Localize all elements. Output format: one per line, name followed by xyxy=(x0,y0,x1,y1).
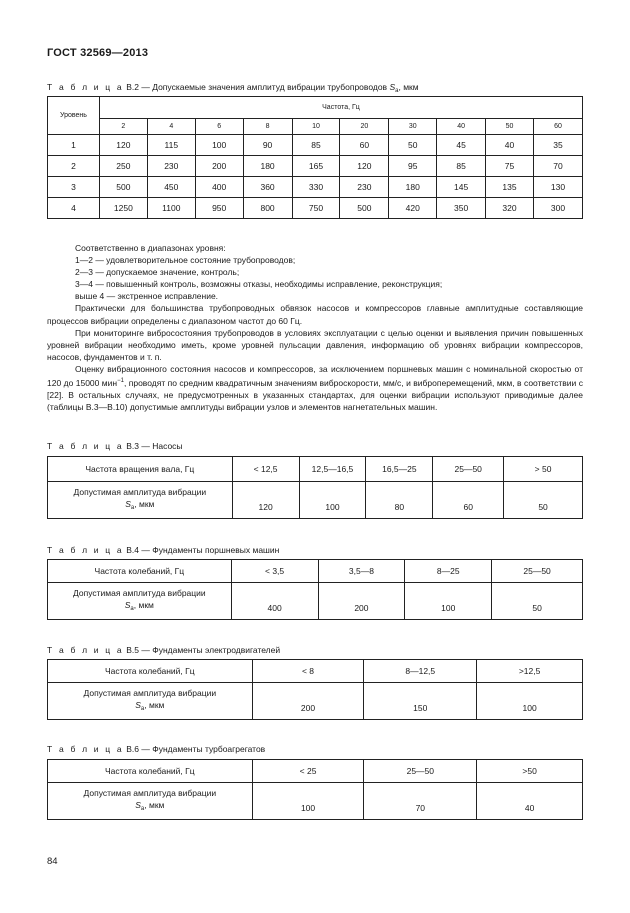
row-label-subscript: а xyxy=(140,806,145,812)
value-cell: 400 xyxy=(231,583,318,620)
table-row xyxy=(48,783,583,820)
value-cell: 120 xyxy=(99,135,147,156)
column-header-cell: 8—25 xyxy=(405,560,492,583)
value-cell: 70 xyxy=(364,783,477,820)
value-cell: 50 xyxy=(389,135,437,156)
paragraph: При мониторинге вибросостояния трубопроводов в условиях эксплуатации с целью оценки и выявления причин повышенных уровней вибрации необходимо иметь, кроме уровней пульсации давления, информацию об уровнях вибрации компрессоров, насосов, фундаментов и т. п. xyxy=(47,327,583,362)
header-label-cell: Частота колебаний, Гц xyxy=(48,660,253,683)
row-label-cell xyxy=(48,783,253,820)
value-cell: 40 xyxy=(486,135,534,156)
caption-text: В.2 — Допускаемые значения амплитуд вибрации трубопроводов xyxy=(126,82,388,92)
value-cell: 1100 xyxy=(147,198,195,219)
row-label-symbol: S xyxy=(135,700,141,710)
table-header-row xyxy=(48,760,583,783)
column-header-cell: 16,5—25 xyxy=(366,457,433,482)
row-label-cell xyxy=(48,482,233,519)
superscript: −1 xyxy=(117,378,124,385)
frequency-header-cell: 4 xyxy=(147,119,195,135)
header-label-cell: Частота вращения вала, Гц xyxy=(48,457,233,482)
caption-symbol: S xyxy=(389,82,396,92)
value-cell: 100 xyxy=(477,683,583,720)
level-cell: 1 xyxy=(48,135,100,156)
table-row xyxy=(48,583,583,620)
column-header-cell: 25—50 xyxy=(433,457,504,482)
value-cell: 60 xyxy=(433,482,504,519)
row-header-level: Уровень xyxy=(48,97,100,135)
column-header-cell: > 50 xyxy=(504,457,583,482)
value-cell: 1250 xyxy=(99,198,147,219)
table-b4 xyxy=(47,559,583,620)
value-cell: 100 xyxy=(405,583,492,620)
column-header-cell: 25—50 xyxy=(492,560,583,583)
caption-label: Т а б л и ц а xyxy=(47,645,124,655)
paragraph-part: , проводят по средним квадратичным значениям виброскорости, мм/с, и виброперемещений, мкм, в соответствии с [22]. В остальных случаях, не предусмотренных в указанных стандартах, для оценки вибрации используют приводимые далее (таблицы В.3—В.10) допустимые амплитуды вибрации узлов и элементов нагнетательных машин. xyxy=(47,378,583,413)
row-label-unit: , мкм xyxy=(144,700,165,710)
value-cell: 200 xyxy=(252,683,364,720)
value-cell: 80 xyxy=(366,482,433,519)
row-label-unit: , мкм xyxy=(133,600,154,610)
value-cell: 950 xyxy=(195,198,243,219)
frequency-header-cell: 10 xyxy=(292,119,340,135)
column-header-cell: < 8 xyxy=(252,660,364,683)
caption-text: В.6 — Фундаменты турбоагрегатов xyxy=(126,744,266,754)
column-header-cell: 12,5—16,5 xyxy=(299,457,366,482)
caption-text: В.5 — Фундаменты электродвигателей xyxy=(126,645,281,655)
column-header-cell: 8—12,5 xyxy=(364,660,477,683)
value-cell: 75 xyxy=(486,156,534,177)
row-label-symbol: S xyxy=(135,800,141,810)
value-cell: 45 xyxy=(437,135,486,156)
table-b6-caption xyxy=(47,744,265,754)
header-label-cell: Частота колебаний, Гц xyxy=(48,760,253,783)
frequency-header-cell: 6 xyxy=(195,119,243,135)
list-item: 2—3 — допускаемое значение, контроль; xyxy=(75,267,240,278)
body-text xyxy=(47,242,583,413)
value-cell: 95 xyxy=(389,156,437,177)
column-header-cell: >50 xyxy=(477,760,583,783)
paragraph-part: Оценку вибрационного состояния насосов и компрессоров, за исключением поршневых машин с номинальной скоростью от 120 до 15000 мин xyxy=(47,363,583,389)
value-cell: 500 xyxy=(340,198,389,219)
value-cell: 100 xyxy=(195,135,243,156)
paragraph xyxy=(47,363,583,413)
value-cell: 800 xyxy=(243,198,292,219)
frequency-header-cell: 60 xyxy=(533,119,582,135)
intro-line: Соответственно в диапазонах уровня: xyxy=(75,243,226,253)
table-b5 xyxy=(47,659,583,720)
frequency-header-cell: 40 xyxy=(437,119,486,135)
caption-label: Т а б л и ц а xyxy=(47,441,124,451)
caption-label: Т а б л и ц а xyxy=(47,744,124,754)
page-number: 84 xyxy=(47,856,58,867)
table-b2-caption xyxy=(47,82,419,94)
table-b6 xyxy=(47,759,583,820)
value-cell: 180 xyxy=(243,156,292,177)
value-cell: 200 xyxy=(318,583,405,620)
value-cell: 750 xyxy=(292,198,340,219)
row-label-symbol: S xyxy=(125,499,131,509)
value-cell: 100 xyxy=(299,482,366,519)
value-cell: 135 xyxy=(486,177,534,198)
value-cell: 360 xyxy=(243,177,292,198)
row-label-cell xyxy=(48,683,253,720)
caption-text: В.4 — Фундаменты поршневых машин xyxy=(126,545,280,555)
value-cell: 100 xyxy=(252,783,364,820)
level-cell: 2 xyxy=(48,156,100,177)
value-cell: 70 xyxy=(533,156,582,177)
row-label-text: Допустимая амплитуда вибрации xyxy=(73,487,207,497)
list-item: выше 4 — экстренное исправление. xyxy=(75,291,219,302)
value-cell: 180 xyxy=(389,177,437,198)
table-b3-caption xyxy=(47,441,183,451)
value-cell: 85 xyxy=(437,156,486,177)
value-cell: 90 xyxy=(243,135,292,156)
table-row xyxy=(48,198,583,219)
table-header-row xyxy=(48,660,583,683)
level-cell: 4 xyxy=(48,198,100,219)
row-label-symbol: S xyxy=(124,600,131,610)
frequency-header-cell: 50 xyxy=(486,119,534,135)
value-cell: 40 xyxy=(477,783,583,820)
list-item: 1—2 — удовлетворительное состояние трубопроводов; xyxy=(75,255,296,266)
table-b3 xyxy=(47,456,583,519)
row-label-subscript: а xyxy=(130,505,135,511)
value-cell: 230 xyxy=(340,177,389,198)
caption-label: Т а б л и ц а xyxy=(47,545,124,555)
value-cell: 350 xyxy=(437,198,486,219)
row-label-cell xyxy=(48,583,232,620)
level-cell: 3 xyxy=(48,177,100,198)
value-cell: 250 xyxy=(99,156,147,177)
value-cell: 50 xyxy=(504,482,583,519)
column-header-cell: < 12,5 xyxy=(232,457,299,482)
column-header-cell: < 25 xyxy=(252,760,364,783)
table-row xyxy=(48,177,583,198)
frequency-header-cell: 8 xyxy=(243,119,292,135)
row-label-text: Допустимая амплитуда вибрации xyxy=(83,688,217,698)
row-label-text: Допустимая амплитуда вибрации xyxy=(83,788,217,798)
value-cell: 115 xyxy=(147,135,195,156)
value-cell: 200 xyxy=(195,156,243,177)
value-cell: 120 xyxy=(340,156,389,177)
caption-unit: , мкм xyxy=(398,82,419,92)
table-b5-caption xyxy=(47,645,280,655)
column-header-cell: 25—50 xyxy=(364,760,477,783)
row-label-subscript: а xyxy=(140,706,145,712)
frequency-header-cell: 2 xyxy=(99,119,147,135)
table-row xyxy=(48,156,583,177)
column-header-cell: >12,5 xyxy=(477,660,583,683)
value-cell: 35 xyxy=(533,135,582,156)
header-label-cell: Частота колебаний, Гц xyxy=(48,560,232,583)
caption-label: Т а б л и ц а xyxy=(47,82,124,92)
value-cell: 330 xyxy=(292,177,340,198)
table-row xyxy=(48,683,583,720)
value-cell: 120 xyxy=(232,482,299,519)
value-cell: 400 xyxy=(195,177,243,198)
group-header-frequency: Частота, Гц xyxy=(99,97,582,119)
paragraph: Практически для большинства трубопроводных обвязок насосов и компрессоров главные амплитудные составляющие процессов вибрации определены с диапазоном частот до 60 Гц. xyxy=(47,303,583,326)
column-header-cell: < 3,5 xyxy=(231,560,318,583)
row-label-text: Допустимая амплитуда вибрации xyxy=(73,588,206,598)
row-label-unit: , мкм xyxy=(144,800,165,810)
value-cell: 300 xyxy=(533,198,582,219)
value-cell: 230 xyxy=(147,156,195,177)
value-cell: 150 xyxy=(364,683,477,720)
value-cell: 85 xyxy=(292,135,340,156)
value-cell: 60 xyxy=(340,135,389,156)
value-cell: 420 xyxy=(389,198,437,219)
value-cell: 500 xyxy=(99,177,147,198)
caption-subscript: а xyxy=(395,88,399,94)
row-label-unit: , мкм xyxy=(134,499,155,509)
caption-text: В.3 — Насосы xyxy=(126,441,183,451)
table-header-row xyxy=(48,457,583,482)
table-header-row xyxy=(48,560,583,583)
table-row xyxy=(48,482,583,519)
frequency-header-cell: 20 xyxy=(340,119,389,135)
value-cell: 145 xyxy=(437,177,486,198)
table-b4-caption xyxy=(47,545,279,555)
value-cell: 130 xyxy=(533,177,582,198)
column-header-cell: 3,5—8 xyxy=(318,560,405,583)
value-cell: 320 xyxy=(486,198,534,219)
table-b2 xyxy=(47,96,583,219)
frequency-header-cell: 30 xyxy=(389,119,437,135)
list-item: 3—4 — повышенный контроль, возможны отказы, необходимы исправление, реконструкция; xyxy=(75,279,443,290)
table-row xyxy=(48,135,583,156)
value-cell: 165 xyxy=(292,156,340,177)
document-header: ГОСТ 32569—2013 xyxy=(47,47,149,59)
value-cell: 450 xyxy=(147,177,195,198)
value-cell: 50 xyxy=(492,583,583,620)
row-label-subscript: а xyxy=(130,606,134,612)
